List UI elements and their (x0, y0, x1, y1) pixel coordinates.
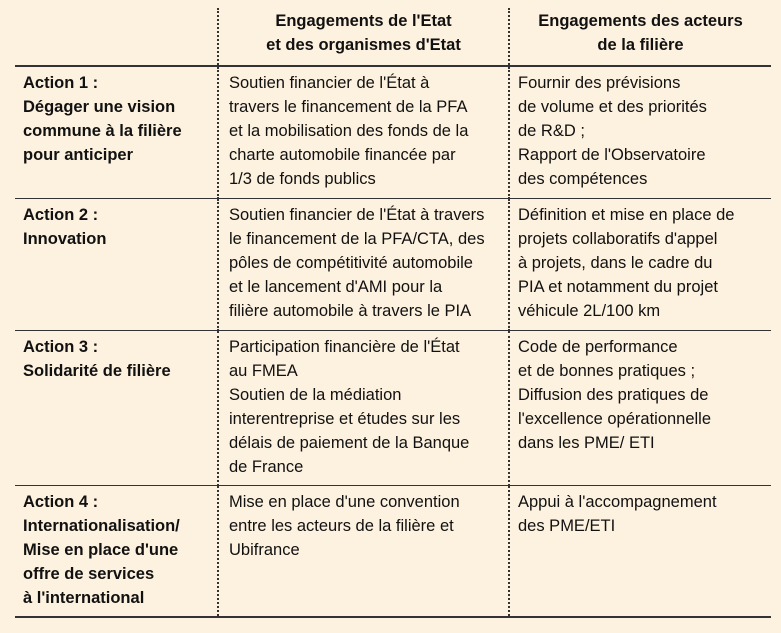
action-line: Internationalisation/ (23, 517, 180, 535)
acteurs-line: Rapport de l'Observatoire (518, 146, 706, 164)
etat-line: et le lancement d'AMI pour la (229, 278, 443, 296)
action-line: pour anticiper (23, 146, 134, 164)
etat-line: filière automobile à travers le PIA (229, 302, 472, 320)
etat-cell (218, 486, 509, 618)
action-label (15, 486, 218, 618)
etat-line: travers le financement de la PFA (229, 98, 468, 116)
action-line: Action 3 : (23, 338, 99, 356)
action-line: Innovation (23, 230, 107, 248)
action-line: Action 4 : (23, 493, 99, 511)
header-acteurs-line: de la filière (597, 36, 684, 54)
action-line: Action 2 : (23, 206, 99, 224)
acteurs-cell (509, 331, 771, 486)
acteurs-line: Code de performance (518, 338, 678, 356)
header-empty-cell (15, 8, 218, 66)
etat-line: pôles de compétitivité automobile (229, 254, 473, 272)
etat-line: au FMEA (229, 362, 298, 380)
header-etat-line: Engagements de l'Etat (275, 12, 452, 30)
header-acteurs-line: Engagements des acteurs (538, 12, 743, 30)
acteurs-line: dans les PME/ ETI (518, 434, 655, 452)
action-label (15, 66, 218, 199)
etat-line: Soutien financier de l'État à (229, 74, 430, 92)
action-line: Action 1 : (23, 74, 99, 92)
header-acteurs (509, 8, 771, 66)
acteurs-line: Diffusion des pratiques de (518, 386, 709, 404)
acteurs-cell (509, 66, 771, 199)
action-line: Mise en place d'une (23, 541, 179, 559)
engagements-table (15, 8, 771, 618)
etat-line: et la mobilisation des fonds de la (229, 122, 469, 140)
etat-line: Soutien financier de l'État à travers (229, 206, 485, 224)
acteurs-line: des compétences (518, 170, 648, 188)
acteurs-line: Définition et mise en place de (518, 206, 735, 224)
acteurs-line: à projets, dans le cadre du (518, 254, 713, 272)
header-etat-line: et des organismes d'Etat (266, 36, 461, 54)
etat-line: Participation financière de l'État (229, 338, 460, 356)
etat-cell (218, 199, 509, 331)
action-line: Dégager une vision (23, 98, 176, 116)
acteurs-cell (509, 486, 771, 618)
action-line: commune à la filière (23, 122, 182, 140)
action-line: à l'international (23, 589, 145, 607)
acteurs-line: projets collaboratifs d'appel (518, 230, 718, 248)
acteurs-line: véhicule 2L/100 km (518, 302, 661, 320)
table-row-action-2 (15, 199, 771, 331)
header-row (15, 8, 771, 66)
acteurs-line: et de bonnes pratiques ; (518, 362, 696, 380)
etat-line: 1/3 de fonds publics (229, 170, 376, 188)
table-row-action-3 (15, 331, 771, 486)
etat-line: Soutien de la médiation (229, 386, 402, 404)
etat-line: le financement de la PFA/CTA, des (229, 230, 485, 248)
acteurs-line: Appui à l'accompagnement (518, 493, 717, 511)
action-label (15, 199, 218, 331)
action-label (15, 331, 218, 486)
acteurs-cell (509, 199, 771, 331)
etat-line: interentreprise et études sur les (229, 410, 461, 428)
acteurs-line: des PME/ETI (518, 517, 616, 535)
etat-cell (218, 331, 509, 486)
etat-line: entre les acteurs de la filière et (229, 517, 454, 535)
etat-line: Mise en place d'une convention (229, 493, 460, 511)
acteurs-line: de volume et des priorités (518, 98, 707, 116)
acteurs-line: l'excellence opérationnelle (518, 410, 712, 428)
acteurs-line: PIA et notamment du projet (518, 278, 718, 296)
etat-line: Ubifrance (229, 541, 300, 559)
acteurs-line: Fournir des prévisions (518, 74, 681, 92)
header-etat (218, 8, 509, 66)
etat-line: délais de paiement de la Banque (229, 434, 470, 452)
table-row-action-1 (15, 66, 771, 199)
action-line: Solidarité de filière (23, 362, 171, 380)
etat-line: de France (229, 458, 304, 476)
etat-line: charte automobile financée par (229, 146, 456, 164)
table-row-action-4 (15, 486, 771, 618)
etat-cell (218, 66, 509, 199)
acteurs-line: de R&D ; (518, 122, 585, 140)
action-line: offre de services (23, 565, 155, 583)
